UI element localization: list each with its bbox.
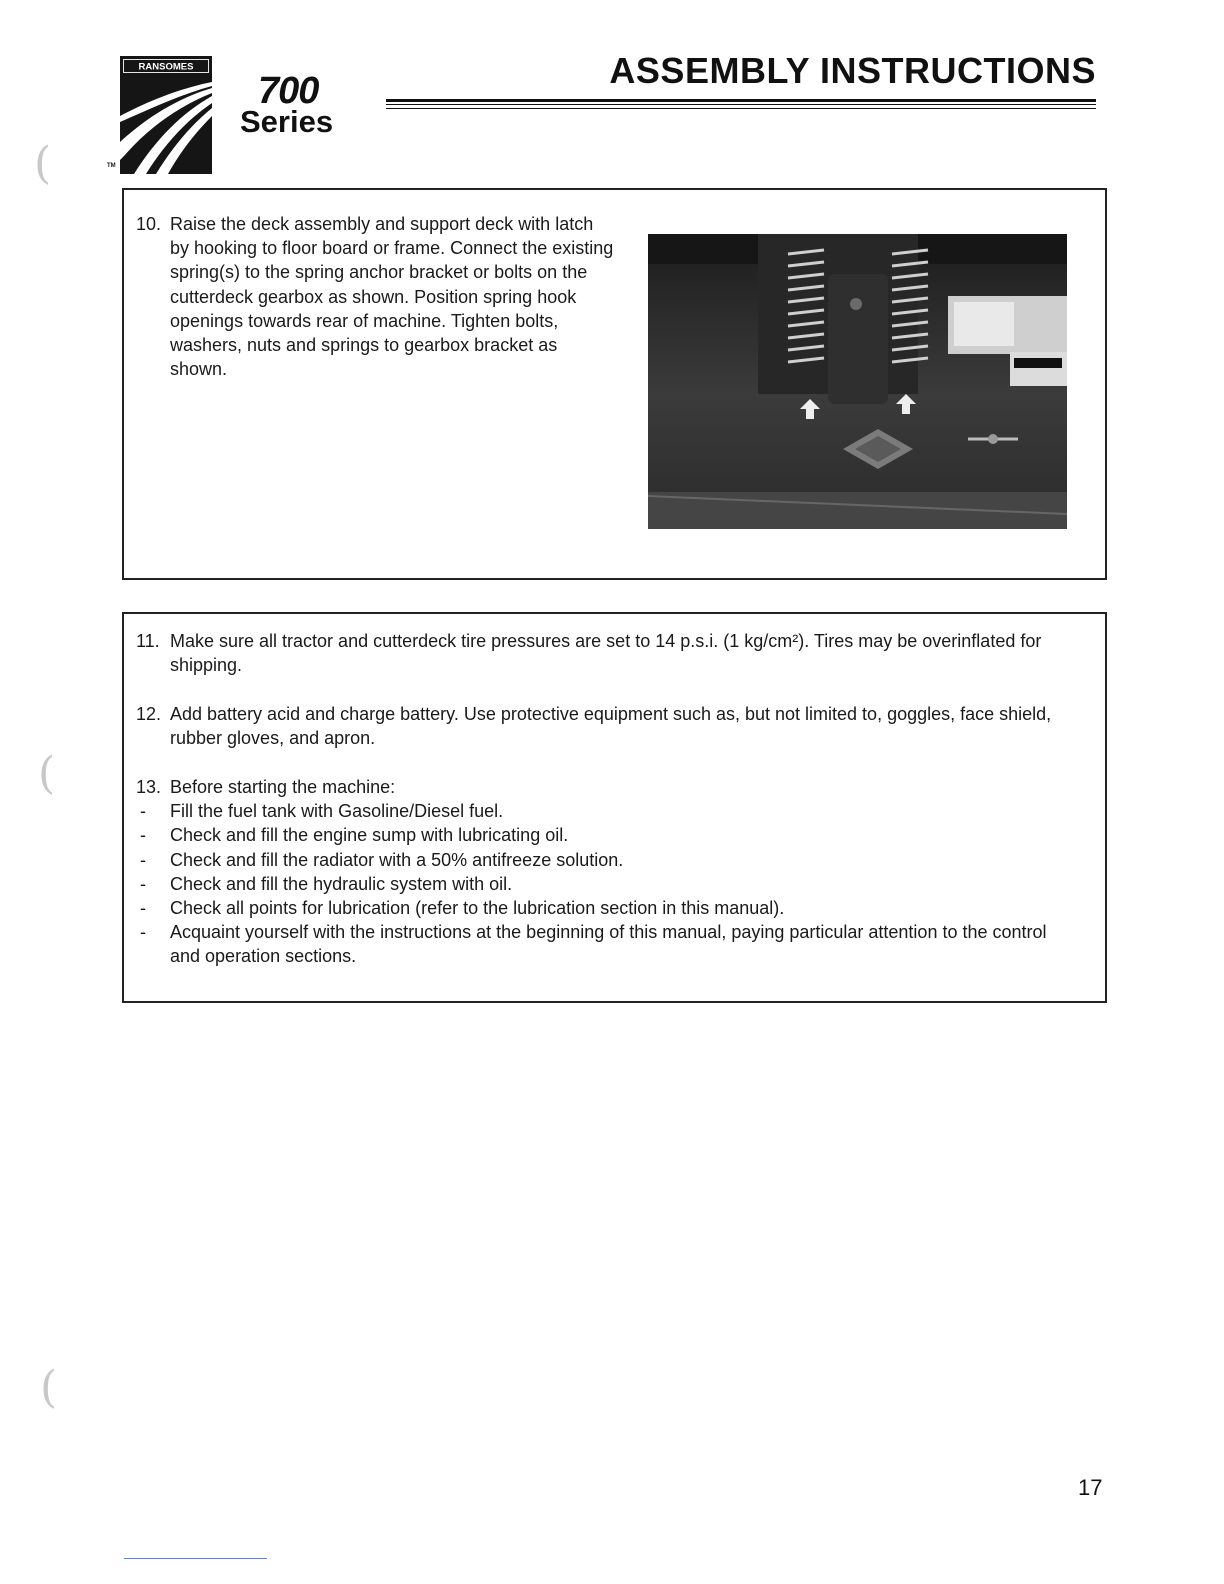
scan-artifact: ( xyxy=(38,748,56,799)
step-text: Add battery acid and charge battery. Use protective equipment such as, but not limited to, goggles, face shield, rubber gloves, and apron. xyxy=(170,704,1052,749)
trademark-symbol: TM xyxy=(107,163,116,169)
step-12 xyxy=(136,702,1078,750)
ransomes-logo xyxy=(120,56,212,174)
bullet-marker: - xyxy=(140,801,146,822)
header-rule xyxy=(386,104,1096,105)
step-text: Before starting the machine: xyxy=(170,777,396,797)
header-rule xyxy=(386,99,1096,102)
bullet-marker: - xyxy=(140,922,146,943)
step-number: 13. xyxy=(136,777,162,797)
bullet-marker: - xyxy=(140,849,146,870)
checklist-item: - Check and fill the hydraulic system with oil. xyxy=(136,872,1078,896)
logo-brand-text: RANSOMES xyxy=(138,61,194,73)
step-10 xyxy=(136,212,614,381)
checklist-item: - Check and fill the radiator with a 50% antifreeze solution. xyxy=(136,848,1078,872)
step-11 xyxy=(136,629,1078,677)
step-number: 10. xyxy=(136,214,162,234)
footer-rule xyxy=(124,1558,267,1559)
bullet-marker: - xyxy=(140,873,146,894)
step-number: 11. xyxy=(136,631,160,651)
page-number: 17 xyxy=(1078,1475,1103,1500)
bullet-marker: - xyxy=(140,898,146,919)
checklist-item: - Check all points for lubrication (refer to the lubrication section in this manual). xyxy=(136,896,1078,920)
series-label: Series xyxy=(240,104,334,139)
checklist-item: - Acquaint yourself with the instructions at the beginning of this manual, paying particular attention to the control and operation sections. xyxy=(140,922,1047,967)
step-text: Raise the deck assembly and support deck with latch by hooking to floor board or frame. Connect the existing spring(s) to the spring anchor bracket or bolts on the cutterdeck gearbox as shown. Position spring hook openings towards rear of machine. Tighten bolts, washers, nuts and springs to gearbox bracket as shown. xyxy=(170,214,614,380)
page-title: ASSEMBLY INSTRUCTIONS xyxy=(609,50,1096,91)
header-rule xyxy=(386,108,1096,109)
bullet-marker: - xyxy=(140,825,146,846)
pre-start-checklist xyxy=(136,799,1078,968)
scan-artifact: ( xyxy=(34,138,52,189)
checklist-item: - Check and fill the engine sump with lubricating oil. xyxy=(136,823,1078,847)
deck-spring-photo xyxy=(648,234,1067,529)
checklist-item: - Fill the fuel tank with Gasoline/Diesel fuel. xyxy=(136,799,1078,823)
series-number: 700 xyxy=(258,70,319,112)
scan-artifact: ( xyxy=(40,1362,58,1413)
step-text: Make sure all tractor and cutterdeck tire pressures are set to 14 p.s.i. (1 kg/cm²). Tires may be overinflated for shipping. xyxy=(170,631,1042,676)
step-number: 12. xyxy=(136,704,162,724)
step-13 xyxy=(136,775,1078,969)
